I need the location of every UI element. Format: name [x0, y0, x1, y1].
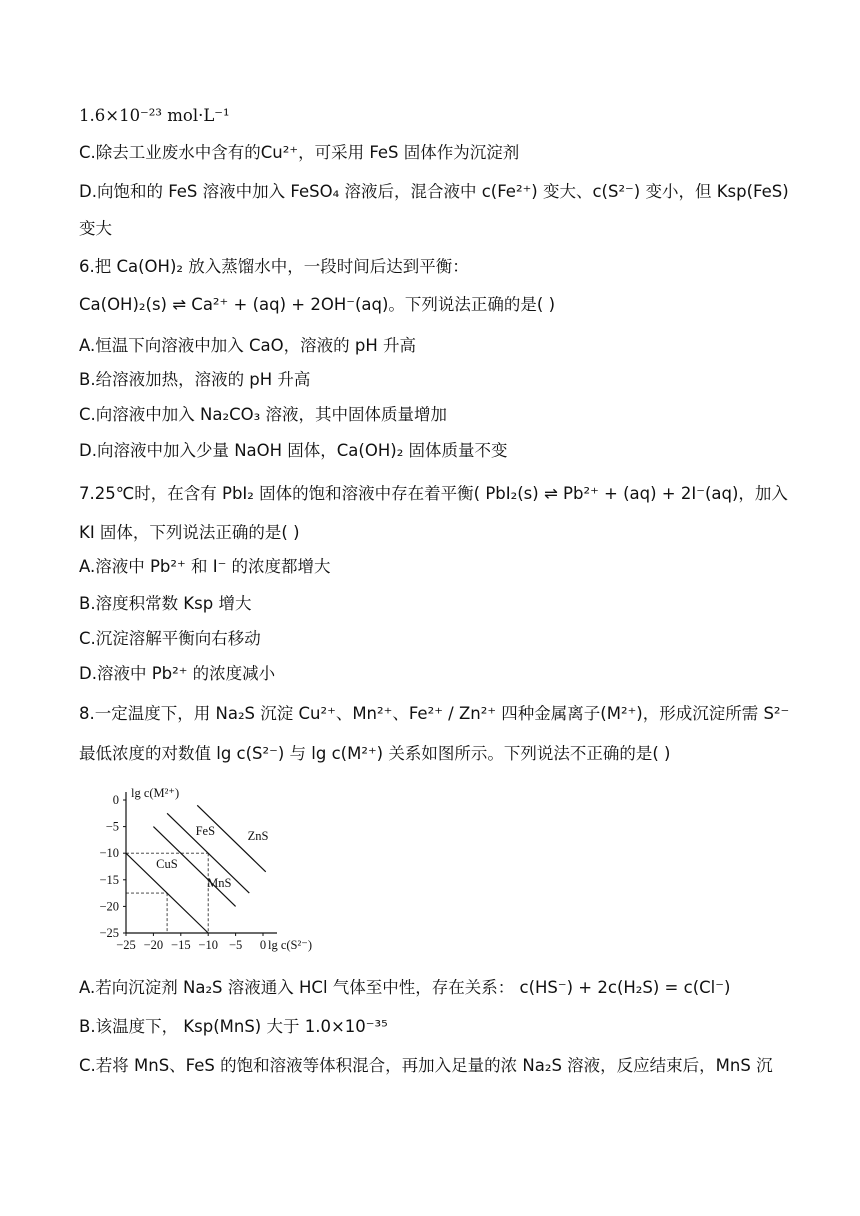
text-line-4: 变大 — [79, 219, 112, 238]
question-6-option-d: D.向溶液中加入少量 NaOH 固体，Ca(OH)₂ 固体质量不变 — [79, 441, 508, 460]
y-tick-label: −5 — [105, 819, 119, 834]
y-tick-label: −20 — [99, 899, 119, 914]
y-tick-label: 0 — [112, 793, 119, 807]
x-axis-title: lg c(S²⁻) — [268, 938, 313, 952]
series-label-mns: MnS — [207, 876, 232, 891]
y-tick-label: −15 — [99, 872, 119, 887]
question-7-option-a: A.溶液中 Pb²⁺ 和 I⁻ 的浓度都增大 — [79, 557, 331, 576]
text-line-3: D.向饱和的 FeS 溶液中加入 FeSO₄ 溶液后，混合液中 c(Fe²⁺) 变大、c(S²⁻) 变小，但 Ksp(FeS) — [79, 182, 789, 201]
x-tick-label: −15 — [171, 938, 191, 952]
y-tick-label: −25 — [99, 926, 119, 940]
text-line-1: 1.6×10⁻²³ mol·L⁻¹ — [79, 106, 230, 125]
series-label-fes: FeS — [195, 824, 216, 839]
y-axis-title: lg c(M²⁺) — [131, 786, 180, 800]
question-8-option-b: B.该温度下， Ksp(MnS) 大于 1.0×10⁻³⁵ — [79, 1017, 388, 1036]
question-6-option-c: C.向溶液中加入 Na₂CO₃ 溶液，其中固体质量增加 — [79, 405, 447, 424]
question-8-stem: 8.一定温度下，用 Na₂S 沉淀 Cu²⁺、Mn²⁺、Fe²⁺ / Zn²⁺ 四种金属离子(M²⁺)，形成沉淀所需 S²⁻ — [79, 704, 790, 723]
question-6-option-a: A.恒温下向溶液中加入 CaO，溶液的 pH 升高 — [79, 336, 416, 355]
question-6-option-b: B.给溶液加热，溶液的 pH 升高 — [79, 370, 311, 389]
series-label-zns: ZnS — [247, 828, 269, 843]
x-tick-label: −5 — [228, 938, 243, 952]
question-7-option-d: D.溶液中 Pb²⁺ 的浓度减小 — [79, 664, 276, 683]
question-7-option-b: B.溶度积常数 Ksp 增大 — [79, 594, 252, 613]
question-8-option-c: C.若将 MnS、FeS 的饱和溶液等体积混合，再加入足量的浓 Na₂S 溶液，反应结束后，MnS 沉 — [79, 1056, 773, 1075]
question-6-stem: 6.把 Ca(OH)₂ 放入蒸馏水中，一段时间后达到平衡： — [79, 257, 469, 276]
text-line-2: C.除去工业废水中含有的Cu²⁺，可采用 FeS 固体作为沉淀剂 — [79, 143, 520, 162]
x-tick-label: 0 — [259, 938, 267, 952]
question-7-stem-cont: KI 固体，下列说法正确的是( ) — [79, 523, 300, 542]
question-7-stem: 7.25℃时，在含有 PbI₂ 固体的饱和溶液中存在着平衡( PbI₂(s) ⇌ Pb²⁺ + (aq) + 2I⁻(aq)，加入 — [79, 484, 788, 503]
x-tick-label: −25 — [116, 938, 136, 952]
precipitation-chart — [78, 782, 328, 954]
question-8-option-a: A.若向沉淀剂 Na₂S 溶液通入 HCl 气体至中性，存在关系： c(HS⁻) + 2c(H₂S) = c(Cl⁻) — [79, 978, 731, 997]
x-tick-label: −20 — [143, 938, 164, 952]
x-tick-label: −10 — [198, 938, 218, 952]
y-tick-label: −10 — [99, 846, 119, 861]
series-label-cus: CuS — [156, 857, 178, 872]
question-8-stem-cont: 最低浓度的对数值 lg c(S²⁻) 与 lg c(M²⁺) 关系如图所示。下列说法不正确的是( ) — [79, 744, 671, 763]
question-6-equation: Ca(OH)₂(s) ⇌ Ca²⁺ + (aq) + 2OH⁻(aq)。下列说法正确的是( ) — [79, 295, 556, 314]
question-7-option-c: C.沉淀溶解平衡向右移动 — [79, 629, 261, 648]
